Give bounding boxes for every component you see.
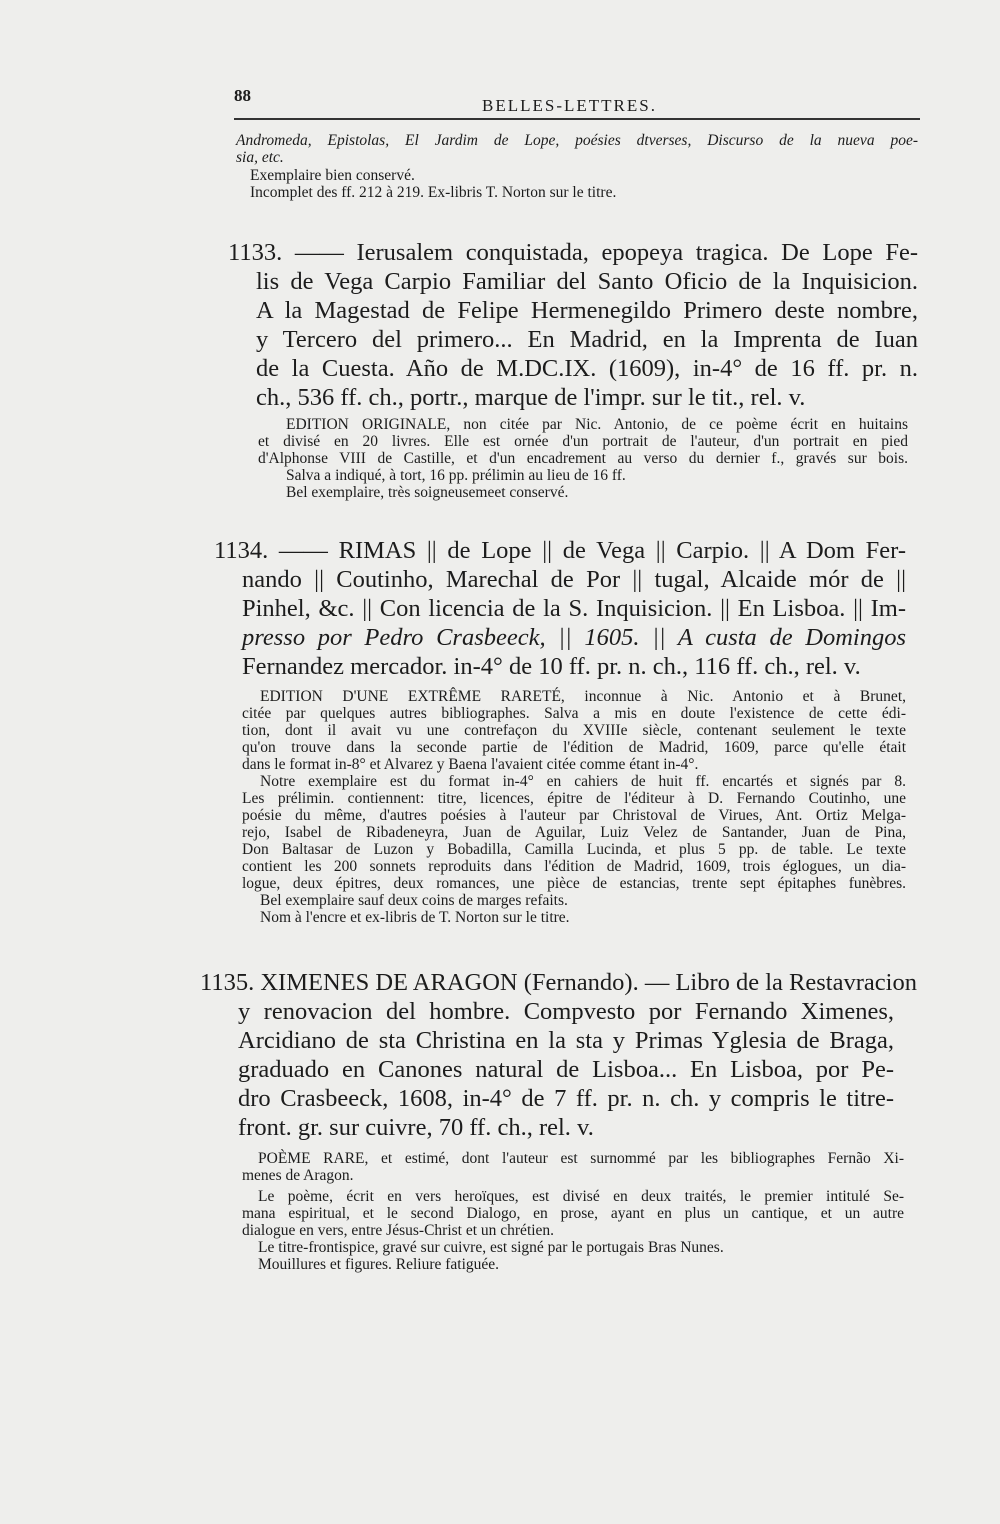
note-line: Le titre-frontispice, gravé sur cuivre, est signé par le portugais Bras Nunes. [258,1239,724,1256]
entry-1133-notes [258,416,908,501]
entry-title-line: 1135. XIMENES DE ARAGON (Fernando). — Libro de la Restavracion [200,969,917,996]
note-line: Don Baltasar de Luzon y Bobadilla, Camilla Lucinda, et plus 5 pp. de table. Le texte [242,841,906,858]
entry-title-line: presso por Pedro Crasbeeck, || 1605. || A custa de Domingos [242,624,906,651]
note-line: d'Alphonse VIII de Castille, et d'un encadrement au verso du dernier f., gravés sur bois. [258,450,908,467]
entry-title-line: y Tercero del primero... En Madrid, en la Imprenta de Iuan [256,326,918,353]
entry-1135-title [200,968,917,1142]
note-line: Bel exemplaire, très soigneusemeet conservé. [286,484,569,501]
note-line: Salva a indiqué, à tort, 16 pp. prélimin au lieu de 16 ff. [286,467,626,484]
entry-1133-title [228,238,918,412]
running-title: BELLES-LETTRES. [482,96,657,115]
entry-title-line: A la Magestad de Felipe Hermenegildo Primero deste nombre, [256,297,918,324]
previous-entry [236,132,918,201]
header-rule [234,118,920,120]
entry-title-line: lis de Vega Carpio Familiar del Santo Oficio de la Inquisicion. [256,268,918,295]
entry-title-line: Arcidiano de sta Christina en la sta y Primas Yglesia de Braga, [238,1027,894,1054]
note-line: Mouillures et figures. Reliure fatiguée. [258,1256,500,1273]
note-line: mana espiritual, et le second Dialogo, en prose, ayant en plus un cantique, et un autre [242,1205,904,1222]
previous-entry-line: Andromeda, Epistolas, El Jardim de Lope, poésies dtverses, Discurso de la nueva poe- [236,132,918,149]
previous-entry-line: Exemplaire bien conservé. [250,167,415,184]
entry-title-line: nando || Coutinho, Marechal de Por || tugal, Alcaide mór de || [242,566,906,593]
note-line: qu'on trouve dans la seconde partie de l'édition de Madrid, 1609, parce qu'elle était [242,739,906,756]
note-line: menes de Aragon. [242,1167,354,1184]
note-line: Notre exemplaire est du format in-4° en cahiers de huit ff. encartés et signés par 8. [260,773,906,790]
note-line: Le poème, écrit en vers heroïques, est divisé en deux traités, le premier intitulé Se- [258,1188,904,1205]
note-line: dialogue en vers, entre Jésus-Christ et un chrétien. [242,1222,555,1239]
note-line: Les prélimin. contiennent: titre, licences, épitre de l'éditeur à D. Fernando Coutinho, une [242,790,906,807]
note-line: et divisé en 20 livres. Elle est ornée d'un portrait de l'auteur, d'un portrait en pied [258,433,908,450]
page-number: 88 [234,86,251,105]
note-line: rejo, Isabel de Ribadeneyra, Juan de Aguilar, Luiz Velez de Santander, Juan de Pina, [242,824,906,841]
entry-1134-title [214,536,906,681]
entry-1135-notes [242,1150,904,1273]
previous-entry-line: Incomplet des ff. 212 à 219. Ex-libris T. Norton sur le titre. [250,184,617,201]
note-line: EDITION ORIGINALE, non citée par Nic. Antonio, de ce poème écrit en huitains [286,416,908,433]
entry-title-line: 1133. —— Ierusalem conquistada, epopeya tragica. De Lope Fe- [228,239,918,266]
entry-title-line: dro Crasbeeck, 1608, in-4° de 7 ff. pr. n. ch. y compris le titre- [238,1085,894,1112]
note-line: EDITION D'UNE EXTRÊME RARETÉ, inconnue à Nic. Antonio et à Brunet, [260,688,906,705]
entry-title-line: de la Cuesta. Año de M.DC.IX. (1609), in-4° de 16 ff. pr. n. [256,355,918,382]
entry-title-line: 1134. —— RIMAS || de Lope || de Vega || Carpio. || A Dom Fer- [214,537,906,564]
note-line: contient les 200 sonnets reproduits dans l'édition de Madrid, 1609, trois églogues, un dia- [242,858,906,875]
note-line: Bel exemplaire sauf deux coins de marges refaits. [260,892,568,909]
note-line: dans le format in-8° et Alvarez y Baena l'avaient citée comme étant in-4°. [242,756,699,773]
note-line: citée par quelques autres bibliographes. Salva a mis en doute l'existence de cette édi- [242,705,906,722]
entry-title-line: Pinhel, &c. || Con licencia de la S. Inquisicion. || En Lisboa. || Im- [242,595,906,622]
entry-title-line: front. gr. sur cuivre, 70 ff. ch., rel. v. [238,1114,594,1141]
entry-title-line: Fernandez mercador. in-4° de 10 ff. pr. n. ch., 116 ff. ch., rel. v. [242,653,861,680]
note-line: logue, deux épitres, deux romances, une pièce de estancias, trente sept épitaphes funèbres. [242,875,906,892]
entry-title-line: graduado en Canones natural de Lisboa... En Lisboa, por Pe- [238,1056,894,1083]
note-line: Nom à l'encre et ex-libris de T. Norton sur le titre. [260,909,570,926]
entry-title-line: ch., 536 ff. ch., portr., marque de l'impr. sur le tit., rel. v. [256,384,806,411]
entry-1134-notes [242,688,906,926]
entry-title-line: y renovacion del hombre. Compvesto por Fernando Ximenes, [238,998,894,1025]
previous-entry-line: sia, etc. [236,149,284,166]
note-line: poésie du même, d'autres poésies à l'auteur par Christoval de Virues, Ant. Ortiz Melga- [242,807,906,824]
note-line: POÈME RARE, et estimé, dont l'auteur est surnommé par les bibliographes Fernão Xi- [258,1150,904,1167]
note-line: tion, dont il avait vu une contrefaçon du XVIIIe siècle, contenant seulement le texte [242,722,906,739]
